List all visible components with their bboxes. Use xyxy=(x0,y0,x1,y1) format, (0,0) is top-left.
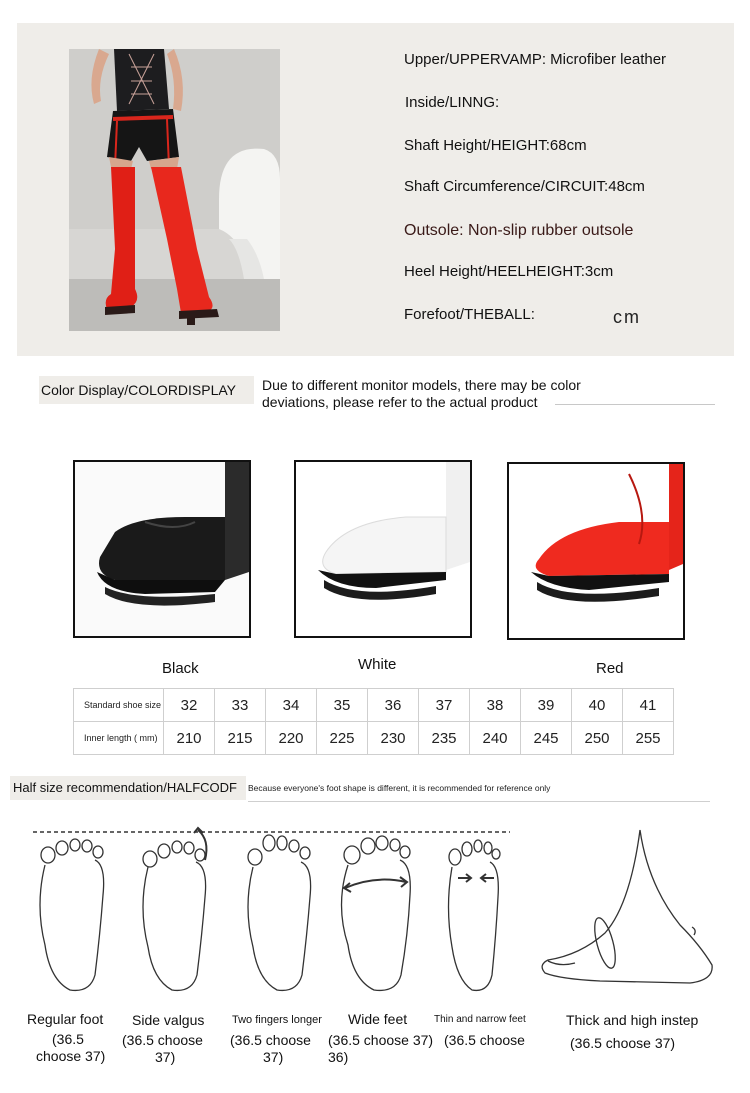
length-cell: 255 xyxy=(623,722,674,755)
size-cell: 35 xyxy=(317,689,368,722)
spec-shaft-height: Shaft Height/HEIGHT:68cm xyxy=(404,137,587,154)
spec-panel xyxy=(17,23,734,356)
spec-upper: Upper/UPPERVAMP: Microfiber leather xyxy=(404,51,667,68)
swatch-white xyxy=(294,460,472,638)
table-row xyxy=(74,689,674,722)
length-cell: 245 xyxy=(521,722,572,755)
length-cell: 235 xyxy=(419,722,470,755)
two-fingers-longer-foot-icon xyxy=(248,835,311,990)
high-instep-foot-icon xyxy=(542,830,712,983)
foot-label-wide: Wide feet xyxy=(348,1011,408,1027)
foot-advice-regular-1: (36.5 xyxy=(52,1031,84,1047)
length-cell: 220 xyxy=(266,722,317,755)
foot-label-regular: Regular foot xyxy=(27,1011,104,1027)
divider xyxy=(248,801,710,802)
model-photo xyxy=(69,49,280,331)
foot-advice-wide-2: 36) xyxy=(328,1049,349,1065)
foot-advice-two-fingers-2: 37) xyxy=(263,1049,284,1065)
row-header-length: Inner length ( mm) xyxy=(74,722,164,755)
spec-shaft-circumference: Shaft Circumference/CIRCUIT:48cm xyxy=(404,178,645,195)
wide-foot-icon xyxy=(342,836,411,990)
spec-outsole: Outsole: Non-slip rubber outsole xyxy=(404,222,634,239)
spec-heel-height: Heel Height/HEELHEIGHT:3cm xyxy=(404,263,614,280)
side-valgus-foot-icon xyxy=(143,828,206,990)
foot-label-thin-narrow: Thin and narrow feet xyxy=(434,1014,526,1025)
swatch-label-white: White xyxy=(358,656,397,673)
swatch-label-red: Red xyxy=(596,660,624,677)
foot-advice-regular-2: choose 37) xyxy=(36,1048,106,1064)
size-cell: 36 xyxy=(368,689,419,722)
size-cell: 40 xyxy=(572,689,623,722)
foot-diagrams xyxy=(0,815,750,1015)
foot-label-side-valgus: Side valgus xyxy=(132,1012,205,1028)
size-cell: 41 xyxy=(623,689,674,722)
half-size-note: Because everyone's foot shape is different, it is recommended for reference only xyxy=(248,783,551,793)
thin-narrow-foot-icon xyxy=(449,840,501,990)
spec-forefoot: Forefoot/THEBALL: xyxy=(404,306,535,323)
size-cell: 38 xyxy=(470,689,521,722)
length-cell: 215 xyxy=(215,722,266,755)
length-cell: 210 xyxy=(164,722,215,755)
spec-inside: Inside/LINNG: xyxy=(405,94,500,111)
swatch-label-black: Black xyxy=(162,660,199,677)
table-row xyxy=(74,722,674,755)
length-cell: 250 xyxy=(572,722,623,755)
spec-forefoot-unit: cm xyxy=(613,307,641,327)
half-size-tag: Half size recommendation/HALFCODF xyxy=(10,776,246,800)
size-cell: 34 xyxy=(266,689,317,722)
foot-advice-thin-narrow-1: (36.5 choose xyxy=(444,1032,525,1048)
size-table xyxy=(73,688,674,755)
swatch-black xyxy=(73,460,251,638)
foot-advice-wide-1: (36.5 choose 37) xyxy=(328,1032,434,1048)
row-header-size: Standard shoe size xyxy=(74,689,164,722)
size-cell: 39 xyxy=(521,689,572,722)
length-cell: 225 xyxy=(317,722,368,755)
foot-advice-two-fingers-1: (36.5 choose xyxy=(230,1032,311,1048)
length-cell: 230 xyxy=(368,722,419,755)
foot-advice-side-valgus-1: (36.5 choose xyxy=(122,1032,203,1048)
foot-label-high-instep: Thick and high instep xyxy=(566,1012,699,1028)
foot-label-two-fingers: Two fingers longer xyxy=(232,1014,322,1026)
regular-foot-icon xyxy=(40,839,104,990)
size-cell: 33 xyxy=(215,689,266,722)
foot-advice-side-valgus-2: 37) xyxy=(155,1049,176,1065)
foot-advice-high-instep-1: (36.5 choose 37) xyxy=(570,1035,676,1051)
color-display-tag: Color Display/COLORDISPLAY xyxy=(39,376,254,404)
color-deviation-note: Due to different monitor models, there may be color deviations, please refer to the actual product xyxy=(262,377,581,410)
swatch-red xyxy=(507,462,685,640)
length-cell: 240 xyxy=(470,722,521,755)
divider xyxy=(555,404,715,405)
size-cell: 32 xyxy=(164,689,215,722)
size-cell: 37 xyxy=(419,689,470,722)
